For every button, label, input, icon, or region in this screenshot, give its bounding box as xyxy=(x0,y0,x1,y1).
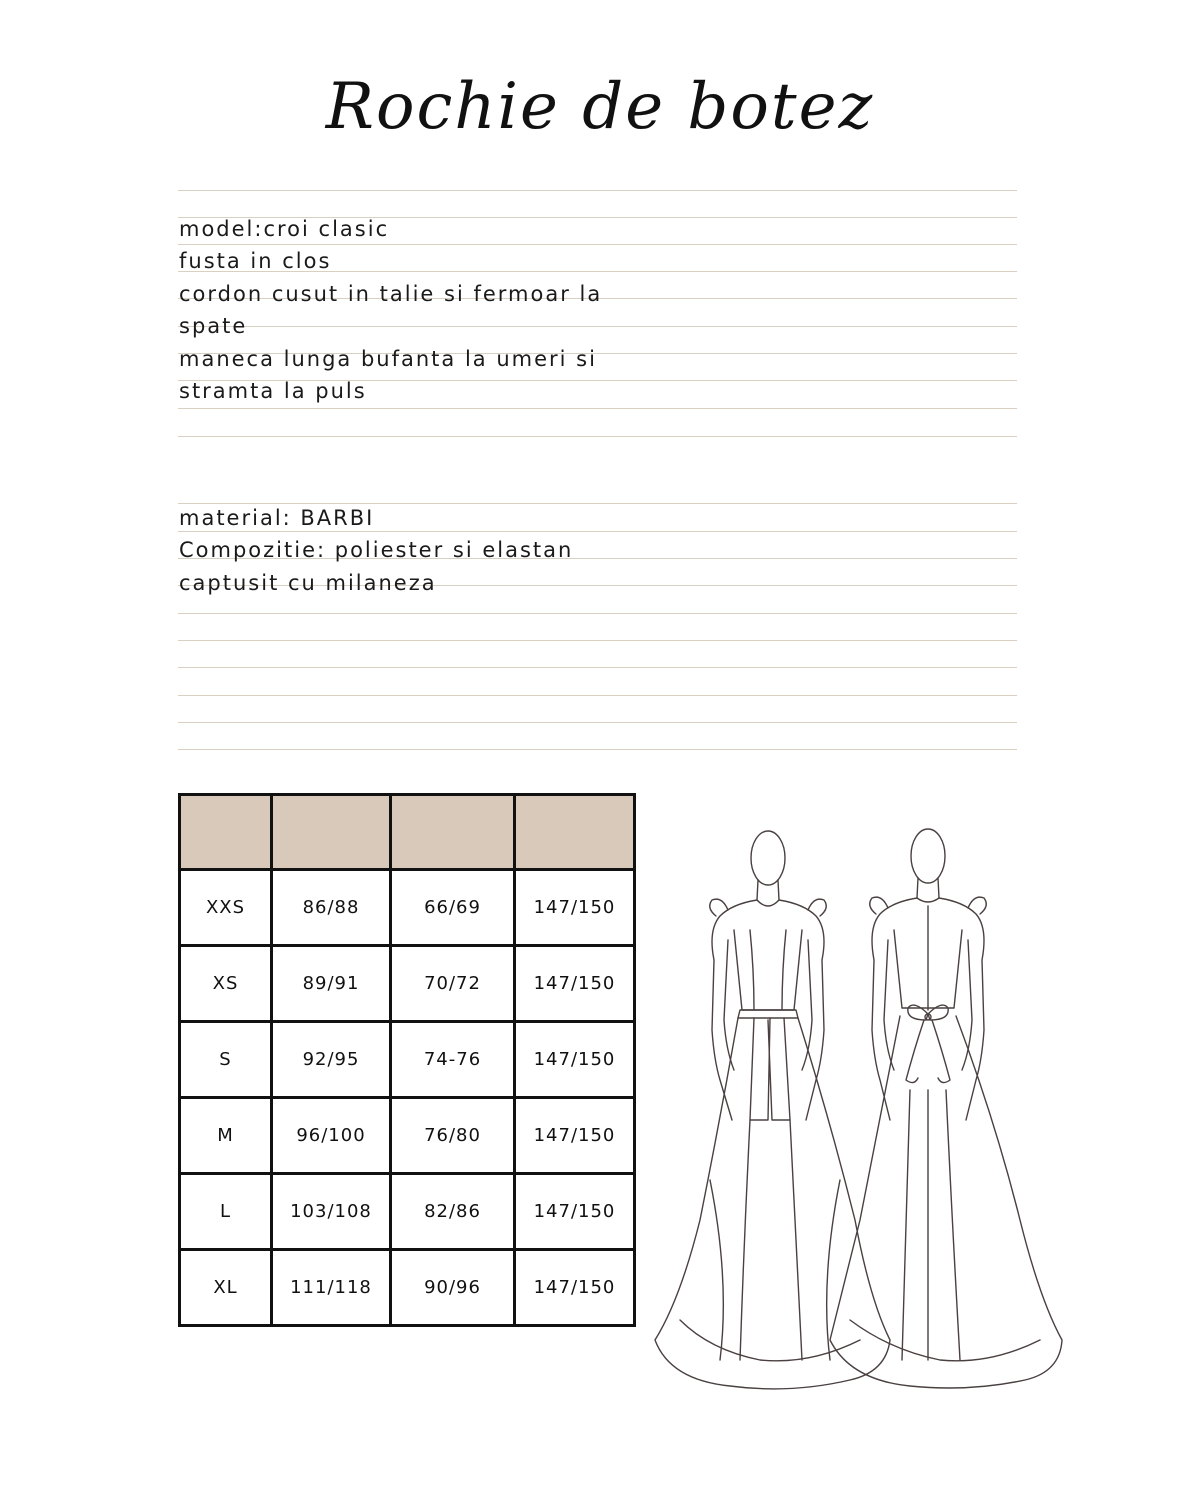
material-line: material: BARBI xyxy=(179,506,375,530)
ruled-line xyxy=(178,613,1017,614)
material-line: captusit cu milaneza xyxy=(179,571,437,595)
ruled-line xyxy=(178,640,1017,641)
description-line: maneca lunga bufanta la umeri si xyxy=(179,347,597,371)
table-row xyxy=(180,946,635,1022)
table-cell: 111/118 xyxy=(272,1250,391,1326)
ruled-line xyxy=(178,531,1017,532)
table-cell: 147/150 xyxy=(515,946,635,1022)
table-cell: 96/100 xyxy=(272,1098,391,1174)
table-cell: 82/86 xyxy=(391,1174,515,1250)
size-cell: XL xyxy=(180,1250,272,1326)
table-row xyxy=(180,870,635,946)
ruled-line xyxy=(178,408,1017,409)
ruled-line xyxy=(178,244,1017,245)
ruled-line xyxy=(178,503,1017,504)
ruled-line xyxy=(178,667,1017,668)
size-table xyxy=(178,793,636,1327)
page-title: Rochie de botez xyxy=(325,70,875,144)
ruled-line xyxy=(178,190,1017,191)
size-cell: S xyxy=(180,1022,272,1098)
table-cell: 90/96 xyxy=(391,1250,515,1326)
table-cell: 103/108 xyxy=(272,1174,391,1250)
ruled-line xyxy=(178,749,1017,750)
table-cell: 89/91 xyxy=(272,946,391,1022)
size-cell: M xyxy=(180,1098,272,1174)
table-row xyxy=(180,1022,635,1098)
table-cell: 76/80 xyxy=(391,1098,515,1174)
description-line: spate xyxy=(179,314,248,338)
table-cell: 74-76 xyxy=(391,1022,515,1098)
table-cell: 147/150 xyxy=(515,1098,635,1174)
table-header-cell xyxy=(180,795,272,870)
dress-sketch-back xyxy=(830,829,1062,1388)
size-cell: XS xyxy=(180,946,272,1022)
table-header-cell xyxy=(515,795,635,870)
table-cell: 147/150 xyxy=(515,1022,635,1098)
dress-sketch-illustration xyxy=(650,820,1070,1400)
material-line: Compozitie: poliester si elastan xyxy=(179,538,574,562)
table-header-cell xyxy=(391,795,515,870)
size-cell: XXS xyxy=(180,870,272,946)
description-line: model:croi clasic xyxy=(179,217,390,241)
table-cell: 66/69 xyxy=(391,870,515,946)
ruled-line xyxy=(178,326,1017,327)
table-row xyxy=(180,1098,635,1174)
table-header-cell xyxy=(272,795,391,870)
description-line: fusta in clos xyxy=(179,249,332,273)
description-line: cordon cusut in talie si fermoar la xyxy=(179,282,603,306)
description-line: stramta la puls xyxy=(179,379,367,403)
dress-sketch-front xyxy=(655,831,890,1389)
table-cell: 147/150 xyxy=(515,870,635,946)
table-cell: 147/150 xyxy=(515,1250,635,1326)
ruled-line xyxy=(178,695,1017,696)
table-header-row xyxy=(180,795,635,870)
table-cell: 70/72 xyxy=(391,946,515,1022)
table-row xyxy=(180,1250,635,1326)
table-row xyxy=(180,1174,635,1250)
ruled-line xyxy=(178,722,1017,723)
table-cell: 92/95 xyxy=(272,1022,391,1098)
table-cell: 147/150 xyxy=(515,1174,635,1250)
size-cell: L xyxy=(180,1174,272,1250)
ruled-line xyxy=(178,436,1017,437)
table-cell: 86/88 xyxy=(272,870,391,946)
